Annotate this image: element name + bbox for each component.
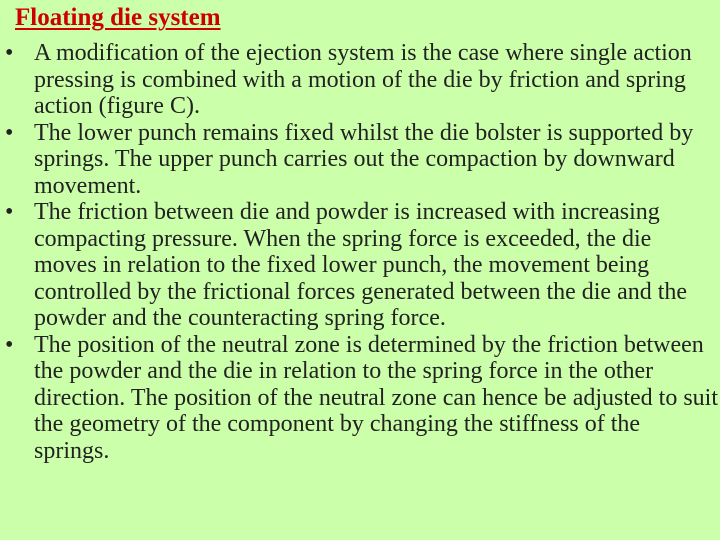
bullet-text: A modification of the ejection system is the case where single action pressing is combined with a motion of the die by friction and spring action (figure C).: [34, 40, 692, 119]
bullet-item: [0, 332, 718, 465]
bullet-marker: •: [5, 199, 14, 225]
bullet-marker: •: [5, 40, 14, 66]
bullet-list: [0, 40, 718, 464]
bullet-marker: •: [5, 331, 14, 358]
bullet-item: [0, 120, 718, 200]
slide-title: Floating die system: [15, 4, 221, 31]
bullet-item: [0, 199, 718, 332]
bullet-marker: •: [5, 119, 14, 146]
bullet-item: [0, 40, 718, 120]
bullet-text: The friction between die and powder is increased with increasing compacting pressure. When the spring force is exceeded, the die moves in relation to the fixed lower punch, the movement being controlled by the frictional forces generated between the die and the powder and the counteracting spring force.: [34, 199, 688, 331]
bullet-text: The position of the neutral zone is determined by the friction between the powder and the die in relation to the spring force in the other direction. The position of the neutral zone can hence be adjusted to suit the geometry of the component by changing the stiffness of the springs.: [34, 331, 719, 464]
bullet-text: The lower punch remains fixed whilst the die bolster is supported by springs. The upper punch carries out the compaction by downward movement.: [34, 119, 694, 199]
